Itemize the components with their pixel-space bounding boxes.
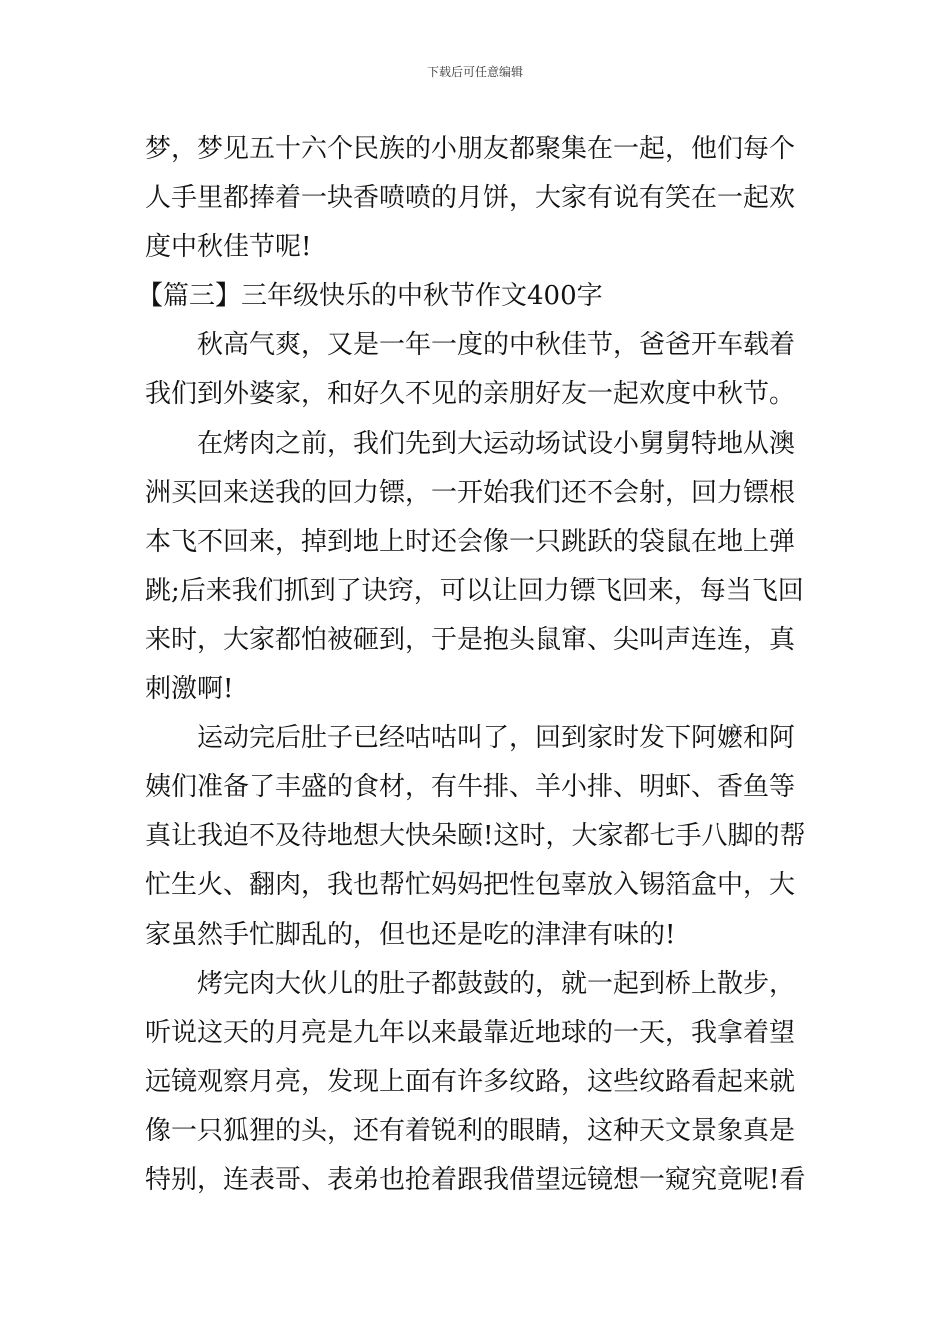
- text-line: 我们到外婆家，和好久不见的亲朋好友一起欢度中秋节。: [145, 379, 796, 410]
- text-line: 家虽然手忙脚乱的，但也还是吃的津津有味的!: [145, 919, 676, 950]
- text-line: 跳;后来我们抓到了诀窍，可以让回力镖飞回来，每当飞回: [145, 575, 804, 606]
- text-line: 特别，连表哥、表弟也抢着跟我借望远镜想一窥究竟呢!看: [145, 1164, 806, 1195]
- section-heading: 【篇三】三年级快乐的中秋节作文400字: [137, 281, 603, 312]
- text-line: 远镜观察月亮，发现上面有许多纹路，这些纹路看起来就: [145, 1066, 796, 1097]
- text-line: 忙生火、翻肉，我也帮忙妈妈把性包辜放入锡箔盒中，大: [145, 870, 796, 901]
- text-line: 烤完肉大伙儿的肚子都鼓鼓的，就一起到桥上散步，: [197, 968, 796, 999]
- text-line: 姨们准备了丰盛的食材，有牛排、羊小排、明虾、香鱼等: [145, 772, 796, 803]
- text-line: 在烤肉之前，我们先到大运动场试设小舅舅特地从澳: [197, 428, 796, 459]
- text-line: 秋高气爽，又是一年一度的中秋佳节，爸爸开车载着: [197, 330, 796, 361]
- text-line: 度中秋佳节呢!: [145, 232, 312, 263]
- document-body: [137, 125, 810, 1205]
- text-line: 运动完后肚子已经咕咕叫了，回到家时发下阿嬷和阿: [197, 723, 796, 754]
- text-line: 真让我迫不及待地想大快朵颐!这时，大家都七手八脚的帮: [145, 821, 806, 852]
- text-line: 本飞不回来，掉到地上时还会像一只跳跃的袋鼠在地上弹: [145, 526, 796, 557]
- text-line: 听说这天的月亮是九年以来最靠近地球的一天，我拿着望: [145, 1017, 796, 1048]
- text-line: 人手里都捧着一块香喷喷的月饼，大家有说有笑在一起欢: [145, 183, 796, 214]
- text-line: 来时，大家都怕被砸到，于是抱头鼠窜、尖叫声连连，真: [145, 624, 796, 655]
- text-line: 刺激啊!: [145, 674, 234, 705]
- text-line: 洲买回来送我的回力镖，一开始我们还不会射，回力镖根: [145, 477, 796, 508]
- page-header: 下载后可任意编辑: [426, 65, 523, 79]
- text-line: 像一只狐狸的头，还有着锐利的眼睛，这种天文景象真是: [145, 1115, 796, 1146]
- text-line: 梦，梦见五十六个民族的小朋友都聚集在一起，他们每个: [145, 134, 796, 164]
